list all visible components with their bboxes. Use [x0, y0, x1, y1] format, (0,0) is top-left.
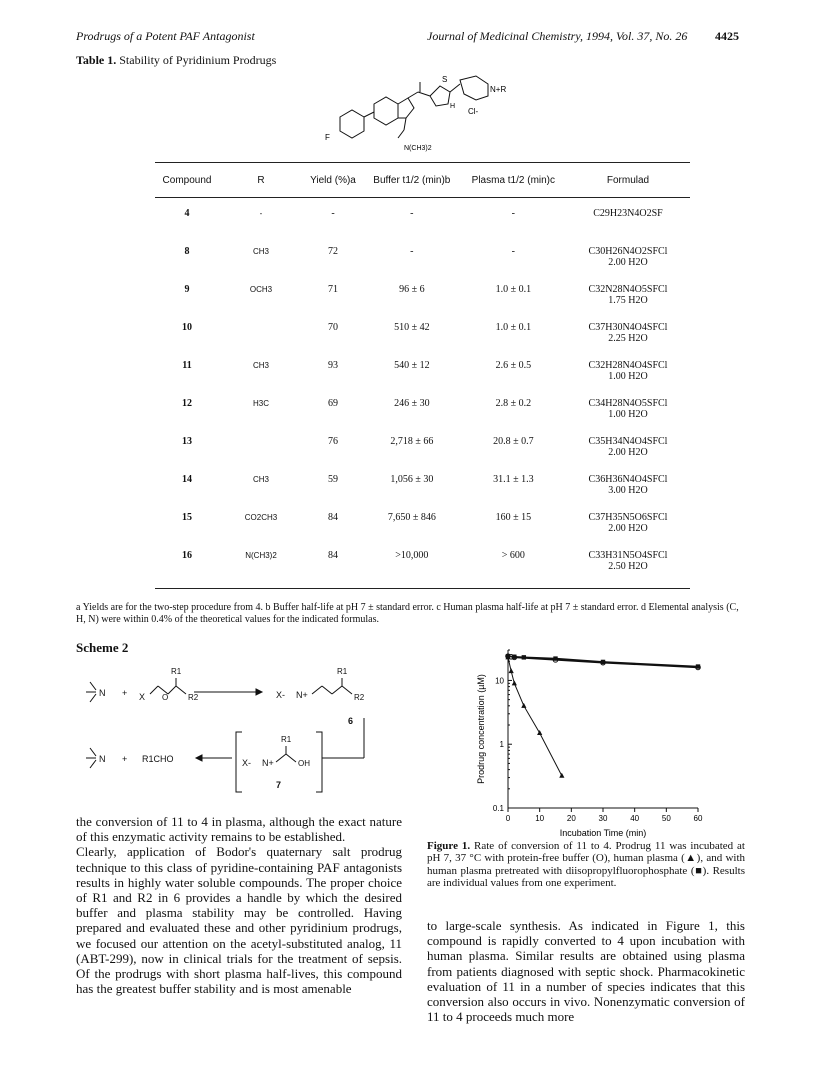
r-group-label: CO2CH3: [244, 513, 278, 522]
hydrate-text: 3.00 H2O: [608, 485, 648, 496]
data-point-triangle: [521, 703, 526, 708]
data-point-square: [522, 655, 526, 659]
buffer-half-life-cell: 540 ± 12: [394, 360, 430, 371]
column-header: Plasma t1/2 (min)c: [461, 163, 566, 198]
compound-cell: 15: [182, 512, 192, 523]
r-group-cell: [219, 246, 303, 284]
data-point-square: [696, 664, 700, 668]
table-row: [155, 550, 690, 589]
structure-nr-label: N+R: [490, 85, 507, 94]
compound-6-label: 6: [348, 716, 354, 726]
formula-text: C33H31N5O4SFCl: [588, 550, 668, 561]
structure-nme2-label: N(CH3)2: [404, 145, 432, 152]
data-point-square: [601, 660, 605, 664]
stability-table: [155, 162, 690, 589]
compound-cell: 8: [184, 246, 190, 257]
hydrate-text: 1.00 H2O: [608, 371, 648, 382]
r-group-cell: [219, 398, 303, 436]
r1-label-product: R1: [337, 667, 348, 676]
table-row: [155, 398, 690, 436]
table-header-row: [155, 163, 690, 198]
figure-caption-text: Rate of conversion of 11 to 4. Prodrug 11 was incubated at pH 7, 37 °C with protein-free buffer (O), human plasma (▲), and with human plasma pretreated with diisopropylfluorophosphate (■). Results are individual values from one experiment.: [427, 840, 745, 890]
yield-cell: -: [331, 208, 335, 219]
r1cho-label: R1CHO: [142, 754, 174, 764]
table-row: [155, 246, 690, 284]
column-header: Buffer t1/2 (min)b: [363, 163, 461, 198]
formula-text: C30H26N4O2SFCl: [588, 246, 668, 257]
plasma-half-life-cell: 20.8 ± 0.7: [493, 436, 534, 447]
yield-cell: 72: [327, 246, 338, 257]
x-tick-label: 20: [566, 814, 576, 823]
data-point-triangle: [509, 668, 514, 673]
plasma-half-life-cell: -: [511, 246, 516, 257]
formula-cell: [566, 322, 690, 360]
data-point-triangle: [512, 680, 517, 685]
amine-n-label: N: [99, 688, 106, 698]
r-group-cell: [219, 436, 303, 474]
buffer-half-life-cell: >10,000: [363, 550, 461, 589]
oh-label: OH: [298, 759, 310, 768]
formula-cell: [566, 360, 690, 398]
r1-label: R1: [171, 667, 182, 676]
formula-cell: [566, 550, 690, 589]
formula-cell: [566, 436, 690, 474]
formula-text: C34H28N4O5SFCl: [588, 398, 668, 409]
x-tick-label: 60: [693, 814, 703, 823]
y-axis-label: Prodrug concentration (µM): [476, 674, 486, 784]
compound-cell: 16: [155, 550, 219, 589]
formula-text: C37H35N5O6SFCl: [588, 512, 668, 523]
figure-1-chart: [470, 640, 720, 840]
r-group-cell: [219, 322, 303, 360]
plasma-half-life-cell: 1.0 ± 0.1: [495, 322, 532, 333]
hydrate-text: 2.50 H2O: [608, 561, 648, 572]
x-tick-label: 40: [630, 814, 640, 823]
hydrate-text: 1.00 H2O: [608, 409, 648, 420]
y-tick-label: 0.1: [492, 804, 504, 813]
x-tick-label: 50: [661, 814, 671, 823]
body-text-right: to large-scale synthesis. As indicated in Figure 1, this compound is rapidly converted to 4 upon incubation with human plasma. Similar results are obtained using plasma from patients diagnosed with septic shock. Pharmacokinetic evaluation of 11 in a number of species indicates that this conversion also occurs in vivo. Nonenzymatic conversion of 11 to 4 proceeds much more: [427, 918, 745, 1025]
r-group-cell: [219, 550, 303, 589]
formula-text: C37H30N4O4SFCl: [588, 322, 668, 333]
plasma-half-life-cell: -: [511, 208, 516, 219]
figure-label: Figure 1.: [427, 840, 471, 852]
buffer-half-life-cell: 96 ± 6: [399, 284, 425, 295]
r-group-cell: [219, 474, 303, 512]
plasma-half-life-cell: 31.1 ± 1.3: [493, 474, 534, 485]
compound-cell: 13: [182, 436, 192, 447]
hydrate-text: 2.00 H2O: [608, 523, 648, 534]
x-tick-label: 0: [505, 814, 511, 823]
plasma-half-life-cell: 1.0 ± 0.1: [495, 284, 532, 295]
x-tick-label: 30: [598, 814, 608, 823]
leaving-group-x-label: X: [139, 692, 146, 702]
table-row: [155, 322, 690, 360]
formula-text: C32N28N4O5SFCl: [588, 284, 668, 295]
amine-n-label-2: N: [99, 754, 106, 764]
yield-cell: 69: [327, 398, 338, 409]
yield-cell: 76: [327, 436, 338, 447]
buffer-half-life-cell: -: [410, 246, 414, 257]
data-point-square: [506, 654, 510, 658]
table-caption: [76, 53, 276, 68]
formula-cell: [566, 474, 690, 512]
compound-7-label: 7: [276, 780, 282, 790]
table-row: [155, 360, 690, 398]
data-point-square: [512, 655, 516, 659]
structure-s-label: S: [442, 75, 448, 84]
hydrate-text: 2.25 H2O: [608, 333, 648, 344]
buffer-half-life-cell: 510 ± 42: [394, 322, 430, 333]
column-header: Yield (%)a: [303, 163, 363, 198]
scheme-title: Scheme 2: [76, 640, 129, 655]
series-line-triangle: [508, 657, 562, 775]
r-group-cell: [219, 512, 303, 550]
compound-cell: 4: [184, 208, 190, 219]
yield-cell: 70: [327, 322, 338, 333]
compound-cell: 9: [184, 284, 190, 295]
structure-f-label: F: [325, 133, 330, 142]
compound-cell: 14: [182, 474, 192, 485]
oxygen-label: O: [162, 693, 169, 702]
yield-cell: 71: [327, 284, 338, 295]
table-row: [155, 198, 690, 247]
formula-text: C35H34N4O4SFCl: [588, 436, 668, 447]
r-group-cell: [219, 198, 303, 247]
structure-h-label: H: [450, 103, 456, 110]
column-header: Formulad: [566, 163, 690, 198]
r-group-label: CH3: [252, 247, 269, 256]
body-text-left: the conversion of 11 to 4 in plasma, although the exact nature of this enzymatic activity remains to be established. Clearly, application of Bodor's quaternary salt prodrug technique to this class of pyridine-containing PAF antagonists results in highly water soluble compounds. The proper choice of R1 and R2 in 6 provides a handle by which the desired buffer and plasma stability may be controlled. Having prepared and evaluated these and other pyridinium prodrugs, we focused our attention on the acetyl-substituted analog, 11 (ABT-299), now in clinical trials for the treatment of sepsis. Of the prodrugs with short plasma half-lives, this compound has the greatest buffer stability and is most amenable: [76, 814, 402, 997]
table-row: [155, 512, 690, 550]
y-tick-label: 10: [495, 676, 504, 686]
plus-sign: +: [122, 688, 128, 698]
buffer-half-life-cell: -: [410, 208, 414, 219]
r-group-label: -: [259, 209, 263, 218]
table-row: [155, 474, 690, 512]
buffer-half-life-cell: 2,718 ± 66: [390, 436, 434, 447]
hydrate-text: 2.00 H2O: [608, 447, 648, 458]
yield-cell: 84: [303, 550, 363, 589]
data-point-square: [553, 656, 557, 660]
formula-cell: [566, 198, 690, 247]
table-title: Stability of Pyridinium Prodrugs: [119, 53, 277, 67]
r-group-label: OCH3: [249, 285, 273, 294]
yield-cell: 84: [327, 512, 338, 523]
buffer-half-life-cell: 7,650 ± 846: [387, 512, 436, 523]
page-number: 4425: [715, 29, 739, 43]
yield-cell: 59: [327, 474, 338, 485]
formula-text: C29H23N4O2SF: [593, 208, 663, 219]
r-group-label: CH3: [252, 361, 269, 370]
x-tick-label: 10: [535, 814, 545, 823]
plasma-half-life-cell: 2.8 ± 0.2: [495, 398, 532, 409]
pyridinium-structure-drawing: [300, 70, 550, 160]
data-point-triangle: [559, 773, 564, 778]
r2-label: R2: [188, 693, 199, 702]
figure-caption: [427, 840, 745, 890]
n-plus-label: N+: [296, 690, 308, 700]
plasma-half-life-cell: 2.6 ± 0.5: [495, 360, 532, 371]
formula-cell: [566, 512, 690, 550]
formula-text: C32H28N4O4SFCl: [588, 360, 668, 371]
scheme-2-diagram: [76, 660, 406, 810]
r-group-label: N(CH3)2: [245, 551, 277, 560]
hydrate-text: 1.75 H2O: [608, 295, 648, 306]
plasma-half-life-cell: 160 ± 15: [495, 512, 532, 523]
column-header: R: [219, 163, 303, 198]
compound-cell: 11: [182, 360, 192, 371]
yield-cell: 93: [327, 360, 338, 371]
y-tick-label: 1: [499, 740, 504, 750]
r-group-cell: [219, 360, 303, 398]
formula-cell: [566, 246, 690, 284]
n-plus-label-2: N+: [262, 758, 274, 768]
hydrate-text: 2.00 H2O: [608, 257, 648, 268]
buffer-half-life-cell: 246 ± 30: [394, 398, 430, 409]
formula-cell: [566, 398, 690, 436]
compound-cell: 12: [182, 398, 192, 409]
formula-text: C36H36N4O4SFCl: [588, 474, 668, 485]
column-header: Compound: [155, 163, 219, 198]
r-group-label: CH3: [252, 475, 269, 484]
table-row: [155, 284, 690, 322]
structure-cl-label: Cl-: [468, 107, 479, 116]
r1-label-7: R1: [281, 735, 292, 744]
table-row: [155, 436, 690, 474]
table-footnote: a Yields are for the two-step procedure from 4. b Buffer half-life at pH 7 ± standard error. c Human plasma half-life at pH 7 ± standard error. d Elemental analysis (C, H, N) were within 0.4% of the theoretical values for the indicated formulas.: [76, 602, 739, 625]
x-minus-label-2: X-: [242, 758, 251, 768]
journal-citation: Journal of Medicinal Chemistry, 1994, Vol. 37, No. 26: [427, 29, 688, 43]
table-label: Table 1.: [76, 53, 117, 67]
x-minus-label: X-: [276, 690, 285, 700]
plasma-half-life-cell: > 600: [461, 550, 566, 589]
buffer-half-life-cell: 1,056 ± 30: [390, 474, 434, 485]
r2-label-product: R2: [354, 693, 365, 702]
plus-sign-2: +: [122, 754, 128, 764]
r-group-cell: [219, 284, 303, 322]
x-axis-label: Incubation Time (min): [559, 828, 647, 838]
compound-cell: 10: [182, 322, 192, 333]
formula-cell: [566, 284, 690, 322]
r-group-label: H3C: [252, 399, 269, 408]
running-header-title: Prodrugs of a Potent PAF Antagonist: [76, 29, 255, 43]
